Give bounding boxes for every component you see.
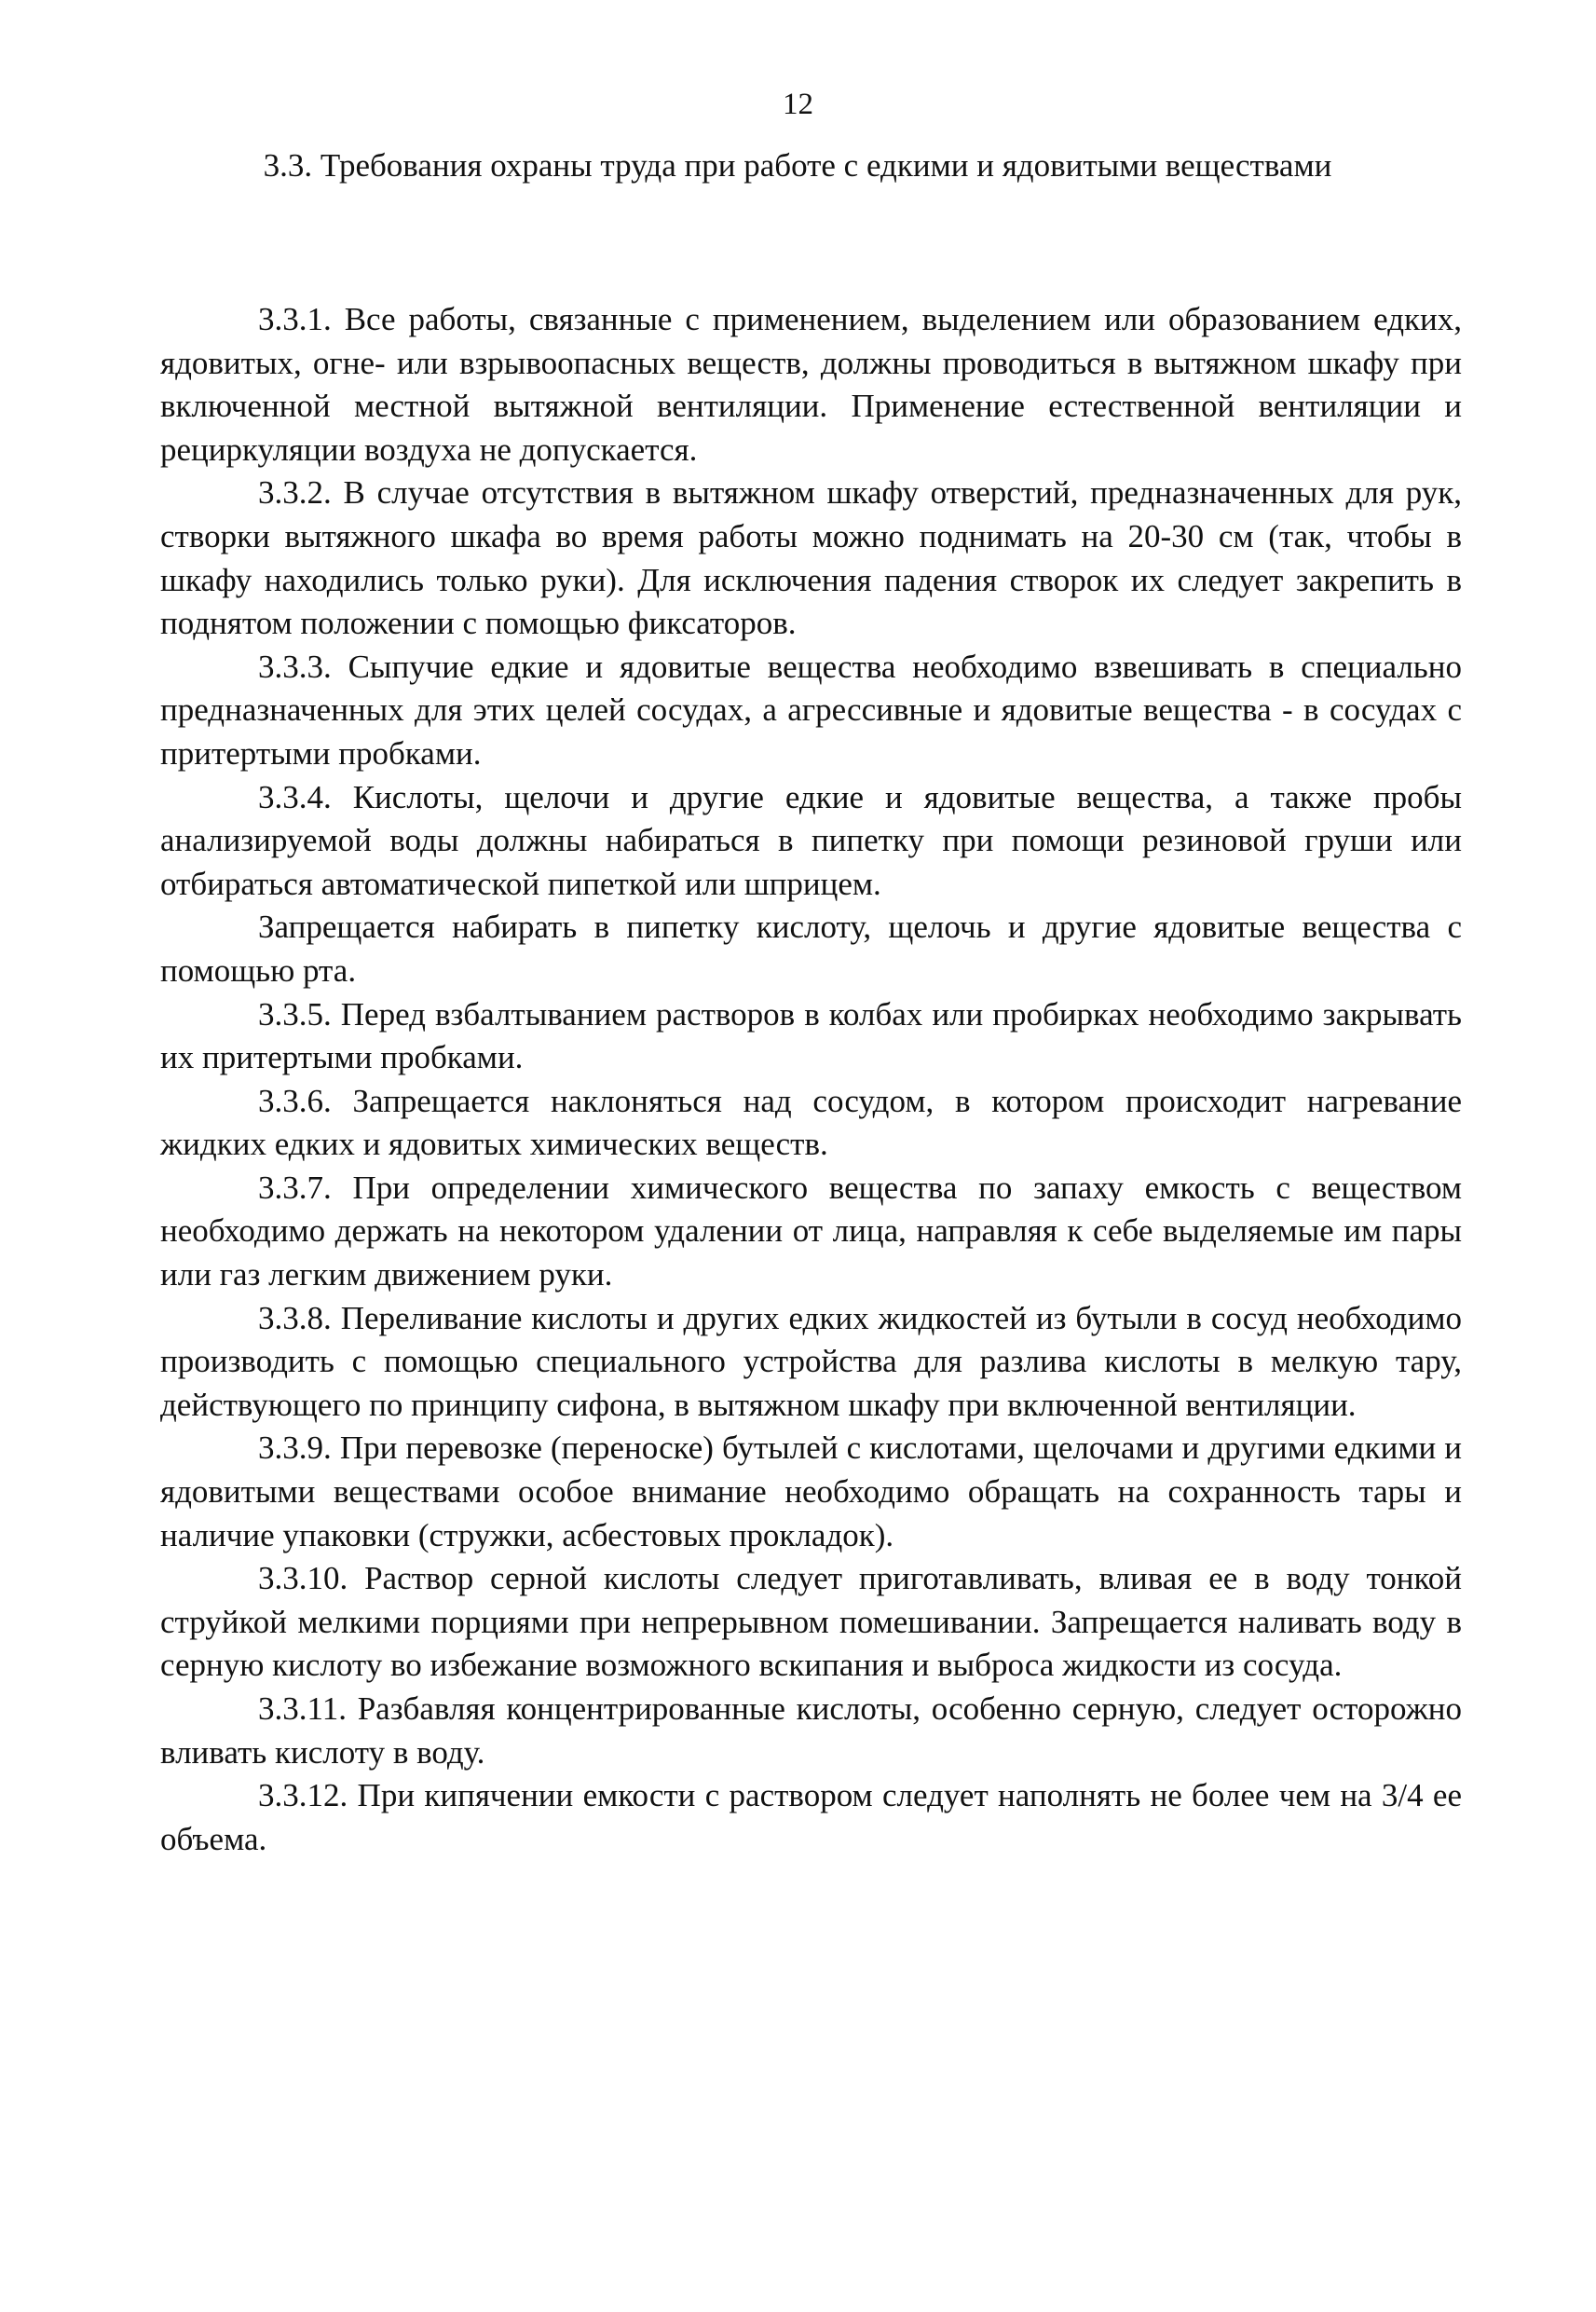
paragraph-3-3-12: 3.3.12. При кипячении емкости с раствором следует наполнять не более чем на 3/4 ее объема. bbox=[160, 1777, 1462, 1857]
paragraph-3-3-9: 3.3.9. При перевозке (переноске) бутылей с кислотами, щелочами и другими едкими и ядовитыми веществами особое внимание необходимо обращать на сохранность тары и наличие упаковки (стружки, асбестовых прокладок). bbox=[160, 1430, 1462, 1553]
paragraph-3-3-11: 3.3.11. Разбавляя концентрированные кислоты, особенно серную, следует осторожно вливать кислоту в воду. bbox=[160, 1690, 1462, 1771]
paragraph-3-3-5: 3.3.5. Перед взбалтыванием растворов в колбах или пробирках необходимо закрывать их притертыми пробками. bbox=[160, 995, 1462, 1076]
paragraph-3-3-1: 3.3.1. Все работы, связанные с применением, выделением или образованием едких, ядовитых, огне- или взрывоопасных веществ, должны проводиться в вытяжном шкафу при включенной местной вытяжной вентиляции. Применение естественной вентиляции и рециркуляции воздуха не допускается. bbox=[160, 301, 1462, 468]
paragraph-3-3-10: 3.3.10. Раствор серной кислоты следует приготавливать, вливая ее в воду тонкой струйкой мелкими порциями при непрерывном помешивании. Запрещается наливать воду в серную кислоту во избежание возможного вскипания и выброса жидкости из сосуда. bbox=[160, 1560, 1462, 1684]
paragraph-3-3-7: 3.3.7. При определении химического вещества по запаху емкость с веществом необходимо держать на некотором удалении от лица, направляя к себе выделяемые им пары или газ легким движением руки. bbox=[160, 1169, 1462, 1293]
paragraph-3-3-6: 3.3.6. Запрещается наклоняться над сосудом, в котором происходит нагревание жидких едких и ядовитых химических веществ. bbox=[160, 1082, 1462, 1163]
page-number: 12 bbox=[783, 88, 813, 121]
paragraph-prohibition-mouth-pipetting: Запрещается набирать в пипетку кислоту, щелочь и другие ядовитые вещества с помощью рта. bbox=[160, 909, 1462, 989]
paragraph-3-3-3: 3.3.3. Сыпучие едкие и ядовитые вещества необходимо взвешивать в специально предназначенных для этих целей сосудах, а агрессивные и ядовитые вещества - в сосудах с притертыми пробками. bbox=[160, 648, 1462, 772]
document-body bbox=[160, 298, 1462, 1861]
paragraph-3-3-8: 3.3.8. Переливание кислоты и других едких жидкостей из бутыли в сосуд необходимо производить с помощью специального устройства для разлива кислоты в мелкую тару, действующего по принципу сифона, в вытяжном шкафу при включенной вентиляции. bbox=[160, 1299, 1462, 1423]
paragraph-3-3-4: 3.3.4. Кислоты, щелочи и другие едкие и ядовитые вещества, а также пробы анализируемой воды должны набираться в пипетку при помощи резиновой груши или отбираться автоматической пипеткой или шприцем. bbox=[160, 778, 1462, 902]
paragraph-3-3-2: 3.3.2. В случае отсутствия в вытяжном шкафу отверстий, предназначенных для рук, створки вытяжного шкафа во время работы можно поднимать на 20-30 см (так, чтобы в шкафу находились только руки). Для исключения падения створок их следует закрепить в поднятом положении с помощью фиксаторов. bbox=[160, 474, 1462, 642]
section-title: 3.3. Требования охраны труда при работе с едкими и ядовитыми веществами bbox=[263, 147, 1332, 184]
